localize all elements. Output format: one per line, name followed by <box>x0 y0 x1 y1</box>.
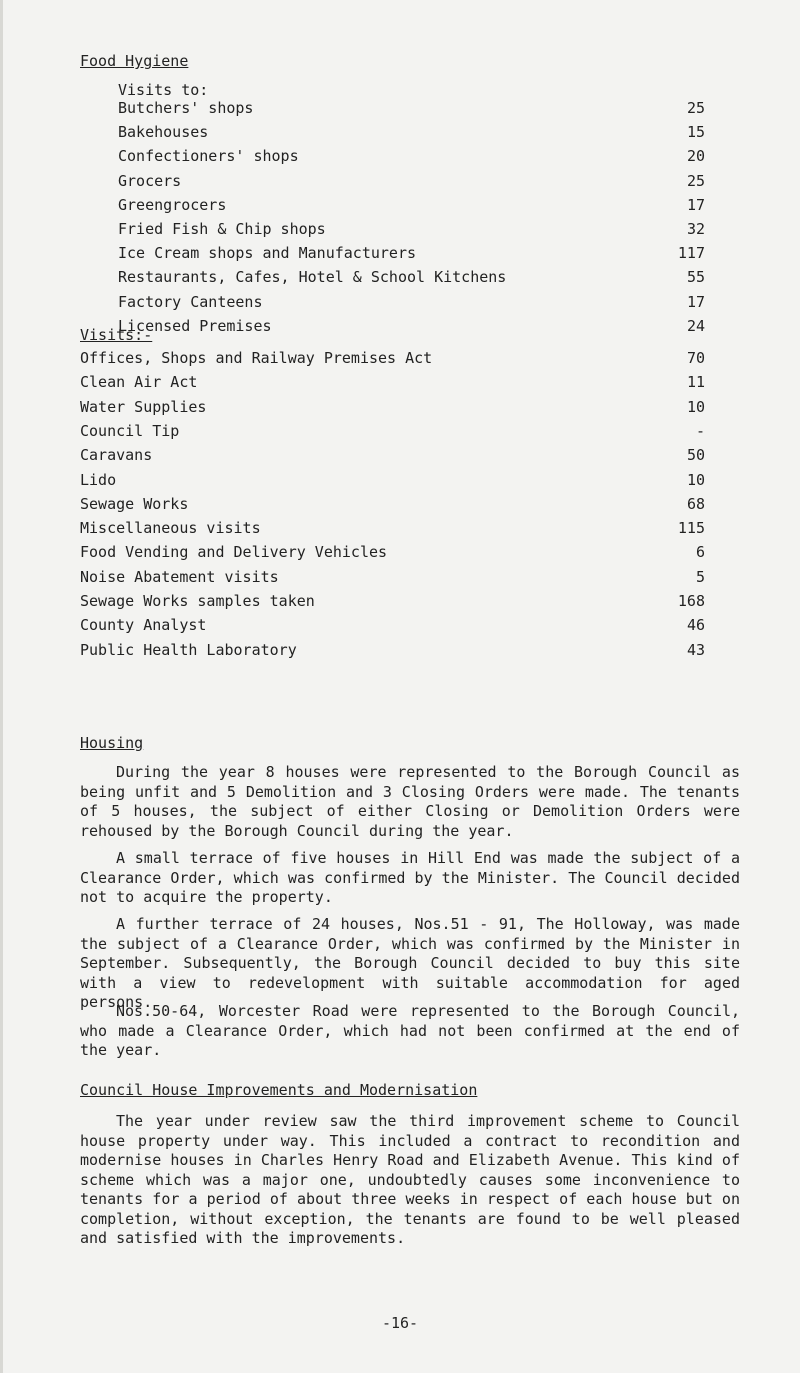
visit-item-value: 43 <box>686 640 705 659</box>
food-hygiene-item-row <box>118 147 705 165</box>
visits-heading: Visits:- <box>80 326 153 344</box>
food-hygiene-item-label: Fried Fish & Chip shops <box>118 220 326 238</box>
food-hygiene-item-value: 117 <box>677 244 705 263</box>
visit-item-label: Noise Abatement visits <box>80 567 279 586</box>
housing-paragraph-1: During the year 8 houses were represented to the Borough Council as being unfit and 5 Demolition and 3 Closing Orders were made. The tenants of 5 houses, the subject of either Closing or Demolition Orders were rehoused by the Borough Council during the year. <box>80 763 740 840</box>
visit-item-row <box>80 495 705 513</box>
visit-item-value: 115 <box>677 519 705 538</box>
housing-paragraph-4: Nos.50-64, Worcester Road were represented to the Borough Council, who made a Clearance Order, which had not been confirmed at the end of the year. <box>80 1002 740 1059</box>
visit-item-row <box>80 373 705 391</box>
visit-item-value: 46 <box>686 616 705 635</box>
food-hygiene-item-row <box>118 172 705 190</box>
visit-item-label: Clean Air Act <box>80 373 198 392</box>
food-hygiene-item-label: Bakehouses <box>118 123 209 142</box>
visit-item-value: 6 <box>695 543 705 562</box>
food-hygiene-item-row <box>118 196 705 214</box>
visit-item-row <box>80 616 705 634</box>
food-hygiene-item-value: 17 <box>686 292 705 311</box>
food-hygiene-item-label: Licensed Premises <box>118 316 272 335</box>
visit-item-value: 50 <box>686 446 705 465</box>
visit-item-row <box>80 471 705 489</box>
visit-item-label: County Analyst <box>80 616 207 635</box>
visit-item-label: Council Tip <box>80 421 180 440</box>
council-house-heading: Council House Improvements and Modernisation <box>80 1081 478 1099</box>
visit-item-label: Offices, Shops and Railway Premises Act <box>80 349 433 367</box>
visit-item-label: Sewage Works <box>80 494 189 513</box>
visit-item-row <box>80 422 705 440</box>
visit-item-row <box>80 568 705 586</box>
food-hygiene-item-value: 25 <box>686 99 705 117</box>
visit-item-row <box>80 519 705 537</box>
food-hygiene-item-value: 24 <box>686 316 705 335</box>
council-house-paragraph: The year under review saw the third improvement scheme to Council house property under way. This included a contract to recondition and modernise houses in Charles Henry Road and Elizabeth Avenue. This kind of scheme which was a major one, undoubtedly causes some inconvenience to tenants for a period of about three weeks in respect of each house but on completion, without exception, the tenants are found to be well pleased and satisfied with the improvements. <box>80 1112 740 1247</box>
visits-to-label: Visits to: <box>118 81 209 99</box>
food-hygiene-item-label: Restaurants, Cafes, Hotel & School Kitchens <box>118 268 507 287</box>
page-edge-shadow <box>0 0 3 1373</box>
food-hygiene-item-value: 20 <box>686 147 705 166</box>
food-hygiene-item-row <box>118 244 705 262</box>
visit-item-label: Lido <box>80 470 117 489</box>
food-hygiene-heading: Food Hygiene <box>80 52 189 70</box>
visit-item-value: 11 <box>686 373 705 392</box>
visit-item-label: Caravans <box>80 446 153 465</box>
visit-item-label: Public Health Laboratory <box>80 640 297 659</box>
visit-item-row <box>80 641 705 659</box>
food-hygiene-item-value: 17 <box>686 195 705 214</box>
visit-item-row <box>80 349 705 367</box>
visit-item-value: 68 <box>686 494 705 513</box>
food-hygiene-item-value: 15 <box>686 123 705 142</box>
visit-item-label: Sewage Works samples taken <box>80 592 315 610</box>
housing-paragraph-2: A small terrace of five houses in Hill End was made the subject of a Clearance Order, which was confirmed by the Minister. The Council decided not to acquire the property. <box>80 849 740 906</box>
visit-item-value: 70 <box>686 349 705 367</box>
food-hygiene-item-label: Confectioners' shops <box>118 147 299 166</box>
housing-paragraph-3: A further terrace of 24 houses, Nos.51 - 91, The Holloway, was made the subject of a Clearance Order, which was confirmed by the Minister in September. Subsequently, the Borough Council decided to buy this site with a view to redevelopment with suitable accommodation for aged persons. <box>80 915 740 1011</box>
food-hygiene-item-value: 55 <box>686 268 705 287</box>
visit-item-label: Water Supplies <box>80 397 207 416</box>
visit-item-row <box>80 446 705 464</box>
food-hygiene-item-label: Greengrocers <box>118 195 227 214</box>
food-hygiene-item-label: Grocers <box>118 171 182 190</box>
food-hygiene-item-row <box>118 293 705 311</box>
food-hygiene-item-row <box>118 317 705 335</box>
visit-item-value: 168 <box>677 592 705 610</box>
food-hygiene-item-row <box>118 123 705 141</box>
food-hygiene-item-label: Factory Canteens <box>118 292 263 311</box>
visit-item-value: 10 <box>686 470 705 489</box>
page-number: -16- <box>381 1314 419 1332</box>
visit-item-row <box>80 592 705 610</box>
food-hygiene-item-row <box>118 99 705 117</box>
food-hygiene-item-value: 32 <box>686 220 705 238</box>
visit-item-value: 5 <box>695 567 705 586</box>
food-hygiene-item-row <box>118 268 705 286</box>
visit-item-row <box>80 543 705 561</box>
food-hygiene-item-value: 25 <box>686 171 705 190</box>
visit-item-value: 10 <box>686 397 705 416</box>
housing-heading: Housing <box>80 734 144 752</box>
food-hygiene-item-label: Butchers' shops <box>118 99 254 117</box>
visit-item-label: Miscellaneous visits <box>80 519 261 538</box>
food-hygiene-item-row <box>118 220 705 238</box>
visit-item-label: Food Vending and Delivery Vehicles <box>80 543 388 562</box>
visit-item-row <box>80 398 705 416</box>
food-hygiene-item-label: Ice Cream shops and Manufacturers <box>118 244 417 263</box>
visit-item-value: - <box>695 421 705 440</box>
